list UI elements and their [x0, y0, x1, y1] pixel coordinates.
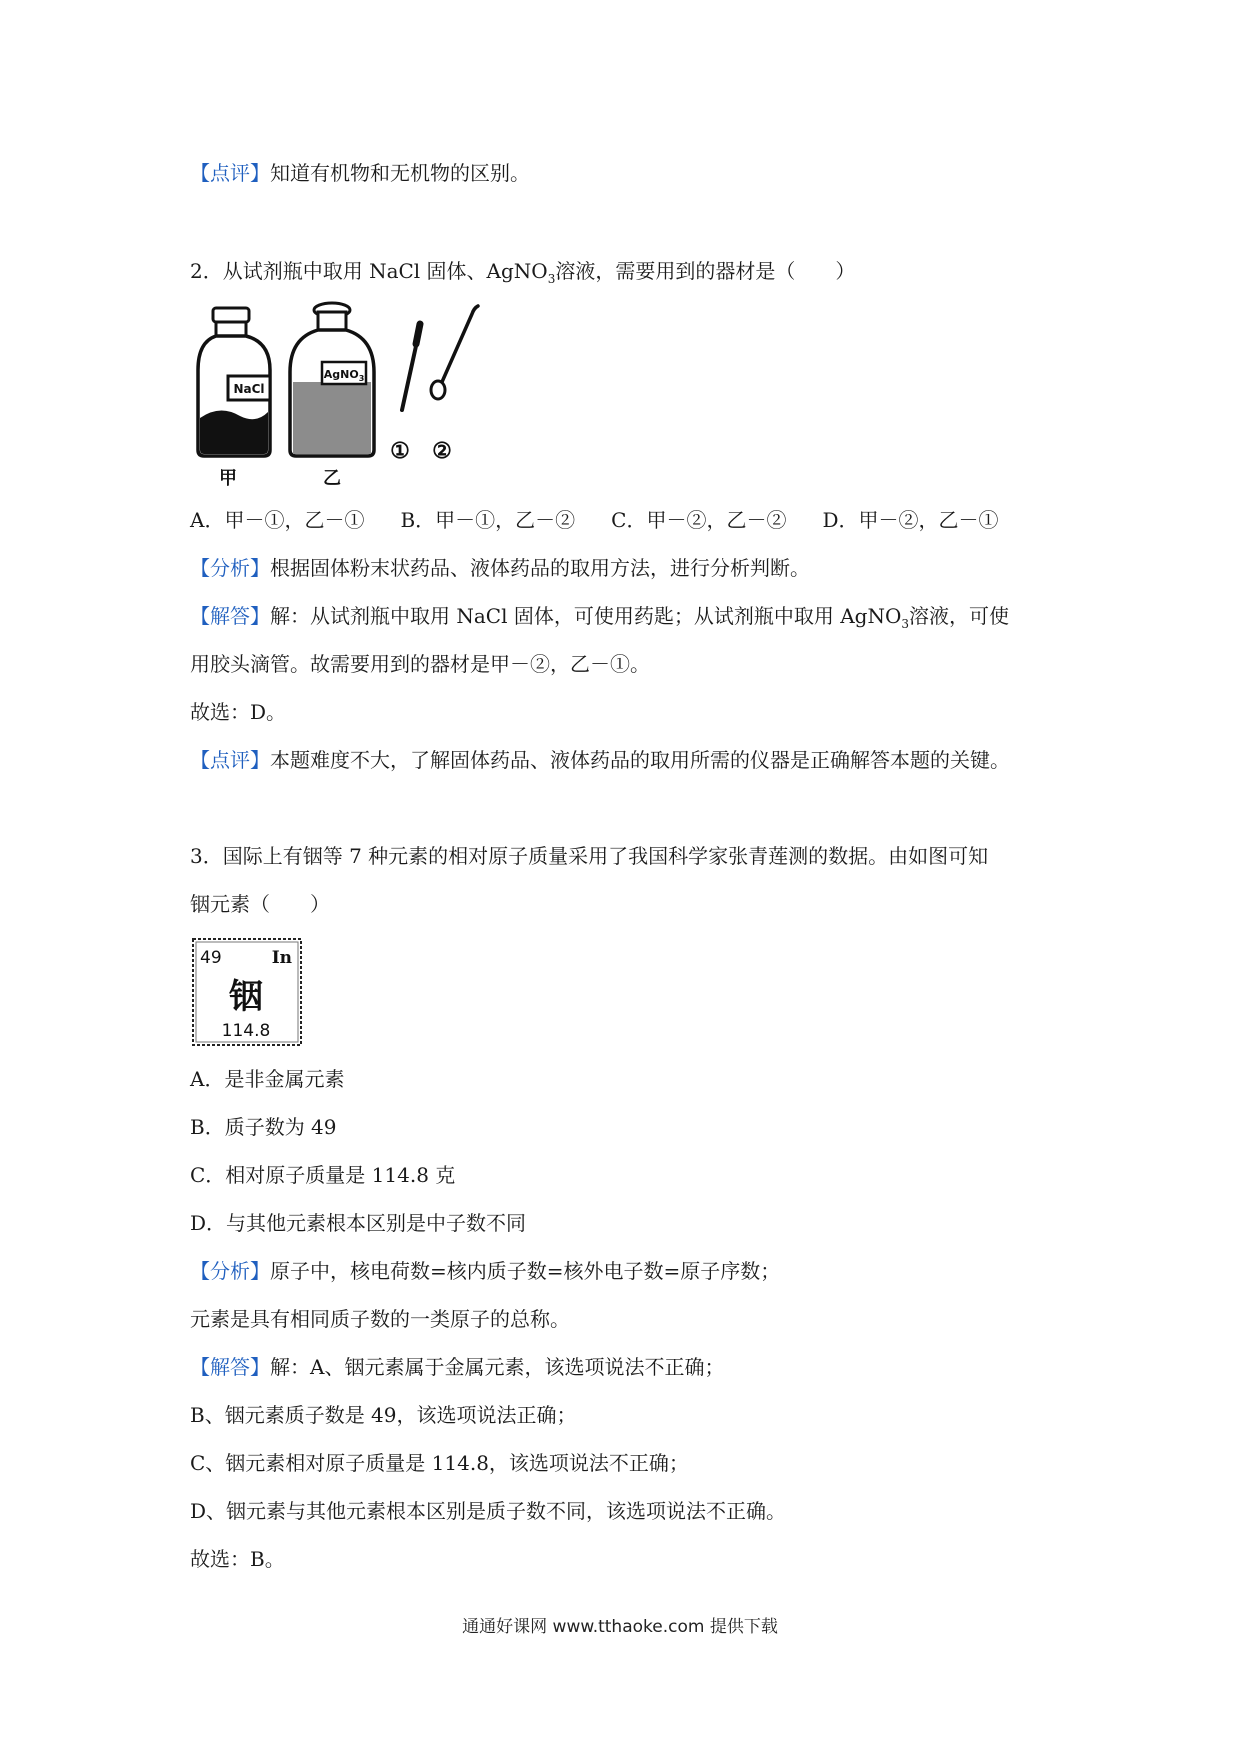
page-footer: 通通好课网 www.tthaoke.com 提供下载 — [462, 1617, 778, 1637]
q3-analysis-line-1 — [190, 1258, 780, 1284]
q1-comment — [190, 160, 530, 186]
q2-choice: 故选：D。 — [190, 700, 287, 724]
question-2-options — [190, 507, 1035, 533]
bottle-jia-name: 甲 — [219, 468, 237, 489]
q2-analysis — [190, 555, 810, 581]
answer-tag: 【解答】 — [190, 604, 270, 628]
q3-answer-line-1 — [190, 1354, 724, 1380]
bottle-jia — [198, 308, 270, 489]
svg-text:AgNO3 — [324, 368, 365, 383]
atomic-number: 49 — [200, 948, 222, 968]
comment-text: 本题难度不大，了解固体药品、液体药品的取用所需的仪器是正确解答本题的关键。 — [270, 748, 1010, 772]
comment-text: 知道有机物和无机物的区别。 — [270, 161, 530, 185]
q3-option-d: D．与其他元素根本区别是中子数不同 — [190, 1211, 527, 1235]
option-b: B．甲－①，乙－② — [400, 508, 576, 532]
q3-answer-line-4: D、铟元素与其他元素根本区别是质子数不同，该选项说法不正确。 — [190, 1499, 787, 1523]
tool-1-name: ① — [390, 438, 410, 464]
q2-answer-line-2: 用胶头滴管。故需要用到的器材是甲－②，乙－①。 — [190, 652, 650, 676]
bottle-jia-label: NaCl — [233, 382, 265, 396]
element-name: 铟 — [229, 977, 263, 1017]
answer-text: 解：从试剂瓶中取用 NaCl 固体，可使用药匙；从试剂瓶中取用 AgNO — [270, 604, 902, 628]
tool-2-name: ② — [432, 438, 452, 464]
comment-tag: 【点评】 — [190, 748, 270, 772]
answer-tag: 【解答】 — [190, 1355, 270, 1379]
q2-answer-line-1 — [190, 603, 1009, 637]
bottle-yi — [290, 303, 374, 489]
dropper-tool — [390, 324, 420, 464]
bottle-yi-label-sub: 3 — [358, 374, 365, 383]
stem-text: 2．从试剂瓶中取用 NaCl 固体、AgNO — [190, 259, 548, 283]
comment-tag: 【点评】 — [190, 161, 270, 185]
analysis-text: 根据固体粉末状药品、液体药品的取用方法，进行分析判断。 — [270, 556, 810, 580]
question-2-stem — [190, 258, 855, 292]
q3-choice: 故选：B。 — [190, 1547, 285, 1571]
answer-subscript: 3 — [901, 617, 909, 631]
stem-tail: 溶液，需要用到的器材是（ ） — [555, 259, 856, 283]
element-card — [190, 936, 304, 1048]
element-symbol: In — [271, 948, 292, 968]
option-a: A．甲－①，乙－① — [190, 508, 365, 532]
q2-comment — [190, 747, 1010, 773]
q3-option-c: C．相对原子质量是 114.8 克 — [190, 1163, 456, 1187]
question-3-stem-line-1: 3．国际上有铟等 7 种元素的相对原子质量采用了我国科学家张青莲测的数据。由如图可知 — [190, 844, 989, 868]
lab-equipment-figure — [190, 300, 540, 490]
answer-text-tail: 溶液，可使 — [908, 604, 1009, 628]
q3-analysis-line-2: 元素是具有相同质子数的一类原子的总称。 — [190, 1307, 570, 1331]
q3-option-a: A．是非金属元素 — [190, 1067, 345, 1091]
bottle-yi-name: 乙 — [323, 468, 341, 489]
bottle-yi-label: AgNO — [323, 368, 359, 381]
analysis-tag: 【分析】 — [190, 556, 270, 580]
q3-option-b: B．质子数为 49 — [190, 1115, 337, 1139]
q3-answer-line-3: C、铟元素相对原子质量是 114.8，该选项说法不正确； — [190, 1451, 689, 1475]
question-3-stem-line-2: 铟元素（ ） — [190, 892, 330, 916]
stem-subscript: 3 — [547, 272, 556, 286]
option-c: C．甲－②，乙－② — [611, 508, 787, 532]
spoon-tool — [431, 306, 478, 464]
q3-answer-line-2: B、铟元素质子数是 49，该选项说法正确； — [190, 1403, 577, 1427]
analysis-tag: 【分析】 — [190, 1259, 270, 1283]
atomic-mass: 114.8 — [221, 1021, 271, 1041]
analysis-text: 原子中，核电荷数=核内质子数=核外电子数=原子序数； — [270, 1259, 781, 1283]
option-d: D．甲－②，乙－① — [822, 508, 999, 532]
answer-text: 解：A、铟元素属于金属元素，该选项说法不正确； — [270, 1355, 725, 1379]
